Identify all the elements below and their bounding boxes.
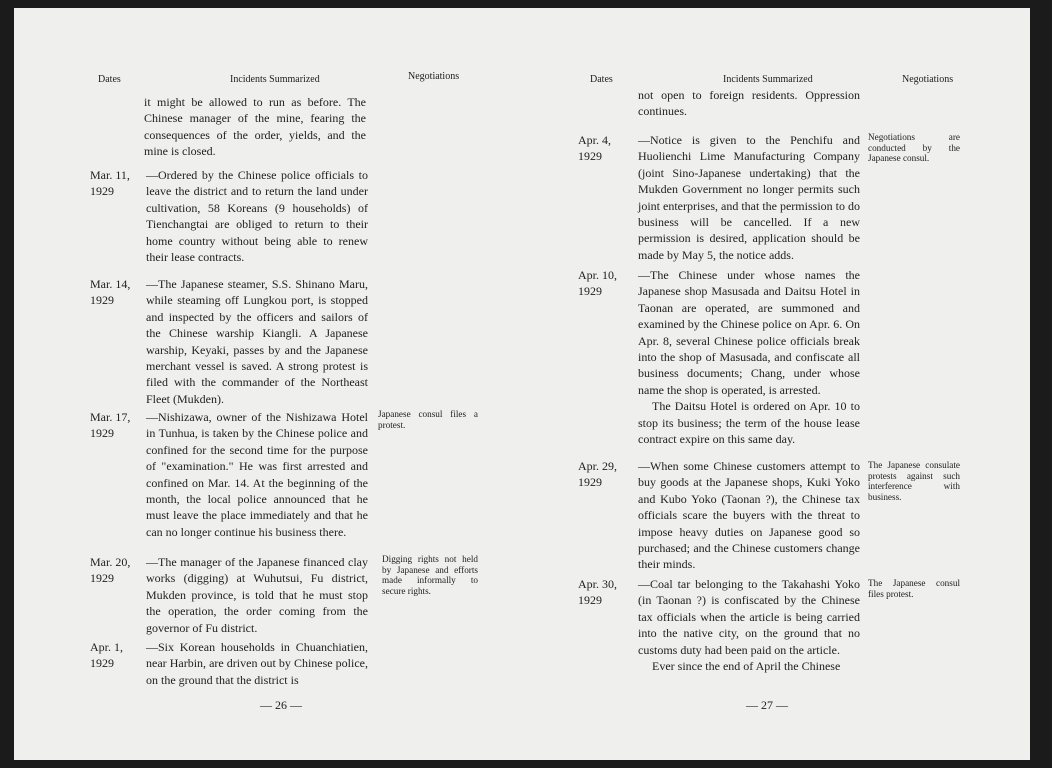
header-negotiations: Negotiations bbox=[902, 74, 954, 85]
entry-text: —Nishizawa, owner of the Nishizawa Hotel in Tunhua, is taken by the Chinese police and confined for the second time for the purpose of "examination." He was first arrested and confined on Mar. 14. At the beginning of the month, the local police announced that he must leave the place immediately and that he can no longer continue his business there. bbox=[146, 410, 368, 539]
left-page bbox=[14, 8, 527, 760]
header-dates: Dates bbox=[98, 74, 121, 85]
entry-date: Apr. 10, 1929 bbox=[578, 268, 617, 299]
entry-date: Mar. 11, 1929 bbox=[90, 168, 130, 199]
page-number: — 26 — bbox=[260, 698, 302, 712]
entry-date: Apr. 1, 1929 bbox=[90, 640, 123, 671]
entry-text: —Six Korean households in Chuanchiatien, near Harbin, are driven out by Chinese police, on the ground that the district is bbox=[146, 640, 368, 687]
continuation-text: it might be allowed to run as before. The Chinese manager of the mine, fearing the consequences of the order, yields, and the mine is closed. bbox=[144, 95, 366, 159]
entry-text: —Ordered by the Chinese police officials to leave the district and to return the land under cultivation, 58 Koreans (9 households) of Tienchangtai are obliged to return to their home country without being able to renew their lease contracts. bbox=[146, 168, 368, 265]
entry-date: Apr. 4, 1929 bbox=[578, 133, 611, 164]
header-incidents: Incidents Summarized bbox=[230, 74, 320, 85]
entry-date: Mar. 17, 1929 bbox=[90, 410, 131, 441]
continuation-text: not open to foreign residents. Oppression continues. bbox=[638, 88, 860, 119]
header-negotiations: Negotiations bbox=[408, 71, 460, 82]
entry-text: —The Chinese under whose names the Japanese shop Masusada and Daitsu Hotel in Taonan are operated, are summoned and examined by the Chinese police on Apr. 6. On Apr. 8, several Chinese police officials break into the shop of Masusada, and confiscate all business documents; Chang, under whose name the shop is operated, is arrested. The Daitsu Hotel is ordered on Apr. 10 to stop its business; the term of the house lease contract expire on this same day. bbox=[638, 268, 860, 447]
entry-text: —Notice is given to the Penchifu and Huolienchi Lime Manufacturing Company (joint Sino-Japanese undertaking) that the Mukden Government no longer permits such joint enterprises, and that the permission to do business will be cancelled. If a new permission is desired, application should be made by May 5, the notice adds. bbox=[638, 133, 860, 262]
negotiation-note: The Japanese consulate protests against such interference with business. bbox=[868, 460, 960, 502]
negotiation-note: Japanese consul files a protest. bbox=[378, 409, 478, 430]
entry-date: Mar. 14, 1929 bbox=[90, 277, 131, 308]
negotiation-note: Digging rights not held by Japanese and efforts made informally to secure rights. bbox=[382, 554, 478, 596]
entry-date: Apr. 29, 1929 bbox=[578, 459, 617, 490]
entry-date: Apr. 30, 1929 bbox=[578, 577, 617, 608]
header-dates: Dates bbox=[590, 74, 613, 85]
negotiation-note: Negotiations are conducted by the Japanese consul. bbox=[868, 132, 960, 163]
right-page bbox=[526, 8, 1030, 760]
entry-text: —The manager of the Japanese financed clay works (digging) at Wuhutsui, Fu district, Mukden province, is told that he must stop the operation, the order coming from the governor of Fu district. bbox=[146, 555, 368, 635]
header-incidents: Incidents Summarized bbox=[723, 74, 813, 85]
negotiation-note: The Japanese consul files protest. bbox=[868, 578, 960, 599]
entry-text: —Coal tar belonging to the Takahashi Yoko (in Taonan ?) is confiscated by the Chinese tax officials when the article is being carried into the native city, on the ground that no customs duty had been paid on the article. Ever since the end of April the Chinese bbox=[638, 577, 860, 674]
page-number: — 27 — bbox=[746, 698, 788, 712]
entry-date: Mar. 20, 1929 bbox=[90, 555, 131, 586]
entry-text: —The Japanese steamer, S.S. Shinano Maru, while steaming off Lungkou port, is stopped and inspected by the officers and sailors of the Chinese warship Kiangli. A Japanese warship, Keyaki, passes by and the Japanese merchant vessel is saved. A strong protest is filed with the commander of the Northeast Fleet (Mukden). bbox=[146, 277, 368, 406]
entry-text: —When some Chinese customers attempt to buy goods at the Japanese shops, Kuki Yoko and Kubo Yoko (Taonan ?), the Chinese tax officials scare the buyers with the threat to impose heavy duties on Japanese good so purchased; and the Chinese customers change their minds. bbox=[638, 459, 860, 572]
